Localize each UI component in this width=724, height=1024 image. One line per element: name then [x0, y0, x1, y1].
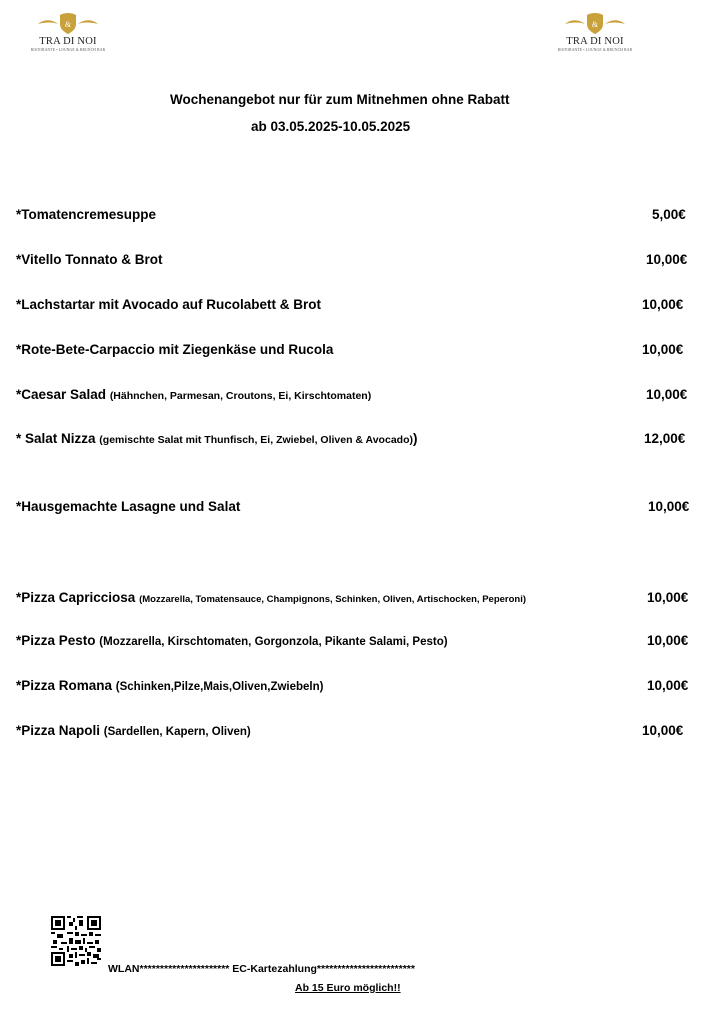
- menu-item: [16, 387, 696, 407]
- item-price: 10,00€: [646, 387, 688, 402]
- item-price: 10,00€: [647, 590, 689, 605]
- item-name: *Pizza Capricciosa (Mozzarella, Tomatensauce, Champignons, Schinken, Oliven, Artischocken, Peperoni): [16, 590, 527, 605]
- logo-tagline: RISTORANTE • LOUNGE & BRUNCH BAR: [557, 48, 633, 52]
- menu-item: [16, 252, 696, 272]
- logo-left: [18, 10, 118, 53]
- item-price: 10,00€: [642, 297, 684, 312]
- item-name: * Salat Nizza (gemischte Salat mit Thunfisch, Ei, Zwiebel, Oliven & Avocado)): [16, 431, 418, 446]
- item-price: 12,00€: [644, 431, 686, 446]
- item-name: *Tomatencremesuppe: [16, 207, 157, 222]
- menu-item: [16, 590, 696, 610]
- page-title: Wochenangebot nur für zum Mitnehmen ohne Rabatt: [170, 92, 510, 107]
- item-price: 10,00€: [642, 723, 684, 738]
- menu-item: [16, 431, 696, 451]
- item-price: 5,00€: [652, 207, 686, 222]
- menu-item: [16, 297, 696, 317]
- logo-right: [545, 10, 645, 53]
- item-price: 10,00€: [642, 342, 684, 357]
- menu-item: [16, 342, 696, 362]
- item-name: *Pizza Romana (Schinken,Pilze,Mais,Oliven,Zwiebeln): [16, 678, 324, 693]
- crest-icon: [560, 10, 630, 36]
- menu-item: [16, 633, 696, 653]
- item-name: *Vitello Tonnato & Brot: [16, 252, 163, 267]
- menu-item: [16, 723, 696, 743]
- item-name: *Rote-Bete-Carpaccio mit Ziegenkäse und Rucola: [16, 342, 334, 357]
- crest-icon: [33, 10, 103, 36]
- payment-note: Ab 15 Euro möglich!!: [295, 982, 401, 994]
- logo-name: TRA DI NOI: [566, 36, 624, 47]
- item-name: *Caesar Salad (Hähnchen, Parmesan, Croutons, Ei, Kirschtomaten): [16, 387, 372, 402]
- logo-name: TRA DI NOI: [39, 36, 97, 47]
- logo-tagline: RISTORANTE • LOUNGE & BRUNCH BAR: [30, 48, 106, 52]
- item-name: *Hausgemachte Lasagne und Salat: [16, 499, 241, 514]
- menu-item: [16, 207, 696, 227]
- item-name: *Pizza Pesto (Mozzarella, Kirschtomaten, Gorgonzola, Pikante Salami, Pesto): [16, 633, 448, 648]
- qr-code-icon[interactable]: [51, 916, 101, 966]
- svg-text:&: &: [64, 20, 72, 29]
- menu-item: [16, 678, 696, 698]
- date-range: ab 03.05.2025-10.05.2025: [251, 119, 411, 134]
- item-price: 10,00€: [647, 678, 689, 693]
- item-price: 10,00€: [648, 499, 690, 514]
- item-price: 10,00€: [646, 252, 688, 267]
- menu-item: [16, 499, 696, 519]
- item-name: *Pizza Napoli (Sardellen, Kapern, Oliven): [16, 723, 251, 738]
- item-name: *Lachstartar mit Avocado auf Rucolabett & Brot: [16, 297, 322, 312]
- payment-info: WLAN********************** EC-Kartezahlung************************: [108, 963, 415, 975]
- svg-text:&: &: [591, 20, 599, 29]
- item-price: 10,00€: [647, 633, 689, 648]
